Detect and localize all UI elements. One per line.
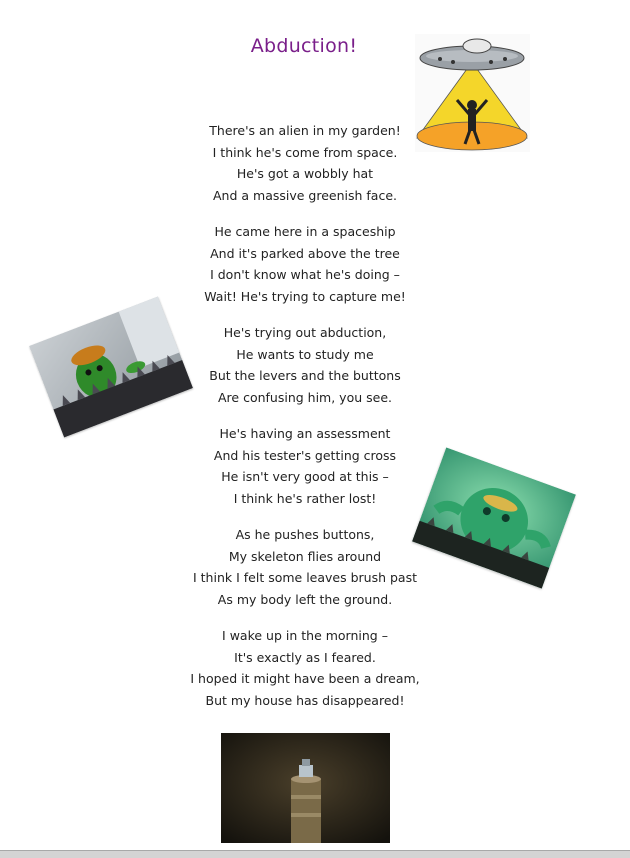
- poem-line: He's got a wobbly hat: [236, 166, 374, 181]
- poem-line: As he pushes buttons,: [235, 527, 375, 542]
- poem-line: He's trying out abduction,: [223, 325, 387, 340]
- poem-line: And a massive greenish face.: [213, 187, 397, 203]
- poem-line: Wait! He's trying to capture me!: [204, 288, 406, 304]
- poem-line: And his tester's getting cross: [213, 447, 397, 463]
- stanza: [150, 322, 460, 408]
- poem-line: He wants to study me: [236, 346, 374, 362]
- poem-title: Abduction!: [250, 35, 358, 57]
- poem-line: I hoped it might have been a dream,: [190, 671, 420, 686]
- stanza: [150, 221, 460, 307]
- poem-line: I think he's come from space.: [212, 144, 398, 160]
- poem-line: I don't know what he's doing –: [210, 267, 400, 282]
- poem-line: He's having an assessment: [219, 426, 391, 441]
- stanza: [150, 423, 460, 509]
- poem-line: But the levers and the buttons: [209, 368, 401, 383]
- poem-line: I think he's rather lost!: [233, 490, 377, 506]
- poem-line: He isn't very good at this –: [221, 469, 389, 484]
- poem-line: I think I felt some leaves brush past: [193, 570, 417, 585]
- poem-line: Are confusing him, you see.: [218, 389, 392, 405]
- poem-line: And it's parked above the tree: [210, 245, 400, 261]
- dark-tower-image: [221, 733, 390, 843]
- poem-line: There's an alien in my garden!: [209, 123, 401, 138]
- poem-line: My skeleton flies around: [228, 548, 382, 564]
- stanza: [150, 120, 460, 206]
- poem-line: It's exactly as I feared.: [234, 649, 376, 665]
- stanza: [150, 625, 460, 711]
- poem-line: I wake up in the morning –: [222, 628, 388, 643]
- poem-body: [150, 120, 460, 726]
- poem-line: As my body left the ground.: [217, 591, 393, 607]
- stanza: [150, 524, 460, 610]
- poem-line: But my house has disappeared!: [205, 692, 405, 708]
- poem-line: He came here in a spaceship: [214, 224, 396, 239]
